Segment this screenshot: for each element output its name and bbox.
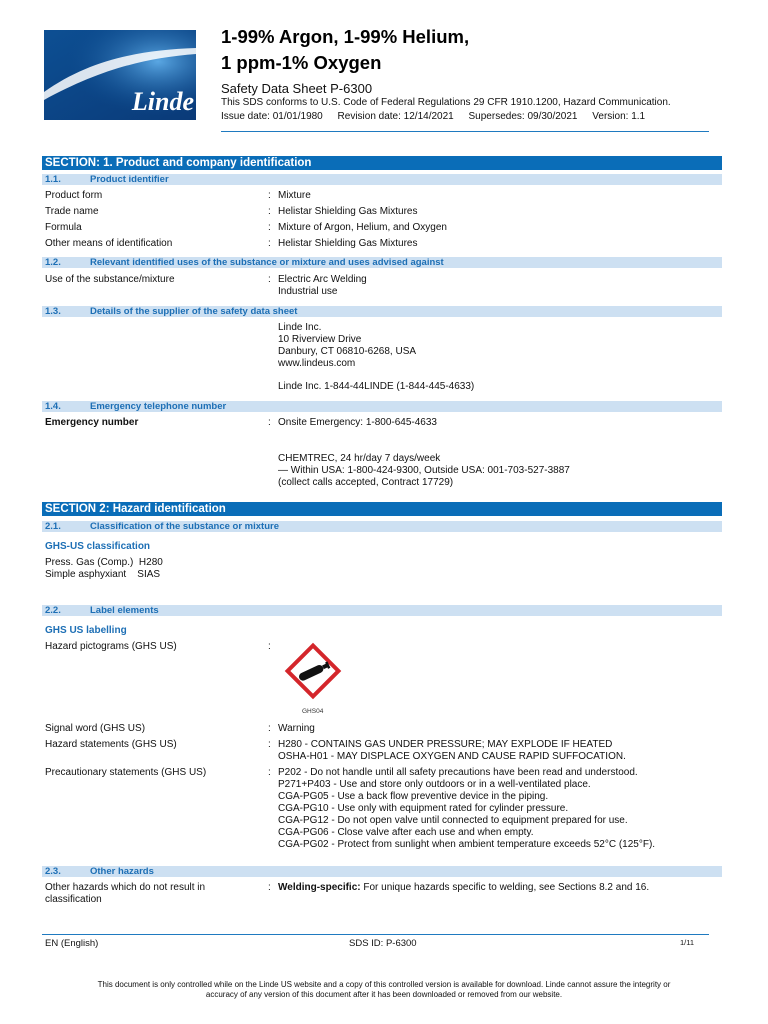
footer-sds-id: SDS ID: P-6300: [349, 938, 417, 949]
ghs-classification-heading: GHS-US classification: [45, 541, 151, 552]
footer-divider: [42, 934, 709, 935]
hazard-statements-values: H280 - CONTAINS GAS UNDER PRESSURE; MAY EXPLODE IF HEATED OSHA-H01 - MAY DISPLACE OXYGEN AND CAUSE RAPID SUFFOCATION.: [278, 739, 626, 762]
subsection-2-3: 2.3. Other hazards: [42, 866, 722, 877]
emergency-label: Emergency number: [45, 417, 139, 428]
subsection-1-1: 1.1. Product identifier: [42, 174, 722, 185]
issue-date: Issue date: 01/01/1980: [221, 111, 323, 122]
other-means-value: Helistar Shielding Gas Mixtures: [278, 238, 418, 249]
subsection-1-4: 1.4. Emergency telephone number: [42, 401, 722, 412]
linde-logo: [44, 30, 196, 120]
section-1-header: SECTION: 1. Product and company identification: [42, 156, 722, 170]
document-subtitle: Safety Data Sheet P-6300: [221, 81, 373, 96]
subsection-2-2: 2.2. Label elements: [42, 605, 722, 616]
other-hazards-value: Welding-specific: For unique hazards specific to welding, see Sections 8.2 and 16.: [278, 882, 650, 893]
section-2-header: SECTION 2: Hazard identification: [42, 502, 722, 516]
precautionary-values: P202 - Do not handle until all safety precautions have been read and understood. P271+P403 - Use and store only outdoors or in a well-ventilated place. CGA-PG05 - Use a back flow preventive device in the piping. CGA-PG10 - Use only with equipment rated for cylinder pressure. CGA-PG12 - Do not open valve until connected to equipment prepared for use. CGA-PG06 - Close valve after each use and when empty. CGA-PG02 - Protect from sunlight when ambient temperature exceeds 52°C (125°F).: [278, 767, 656, 850]
subsection-2-1: 2.1. Classification of the substance or mixture: [42, 521, 722, 532]
footer-page-number: 1/11: [680, 938, 695, 947]
revision-date: Revision date: 12/14/2021: [337, 111, 454, 122]
header-divider: [221, 131, 709, 132]
use-values: Electric Arc Welding Industrial use: [278, 274, 367, 297]
other-means-label: Other means of identification: [45, 238, 173, 249]
gas-cylinder-pictogram-icon: [282, 641, 344, 707]
chemtrec-info: CHEMTREC, 24 hr/day 7 days/week — Within USA: 1-800-424-9300, Outside USA: 001-703-527-3887 (collect calls accepted, Contract 17729): [278, 453, 570, 488]
document-title-line1: 1-99% Argon, 1-99% Helium,: [221, 26, 470, 47]
product-form-value: Mixture: [278, 190, 311, 201]
formula-value: Mixture of Argon, Helium, and Oxygen: [278, 222, 447, 233]
footer-language: EN (English): [45, 938, 99, 949]
classification-list: Press. Gas (Comp.) H280 Simple asphyxiant SIAS: [45, 557, 163, 580]
conformity-statement: This SDS conforms to U.S. Code of Federal Regulations 29 CFR 1910.1200, Hazard Communication.: [221, 97, 671, 108]
document-title-line2: 1 ppm-1% Oxygen: [221, 52, 382, 73]
product-form-label: Product form: [45, 190, 103, 201]
supersedes: Supersedes: 09/30/2021: [468, 111, 578, 122]
use-label: Use of the substance/mixture: [45, 274, 175, 285]
other-hazards-label: Other hazards which do not result in classification: [45, 882, 206, 905]
ghs-labelling-heading: GHS US labelling: [45, 625, 127, 636]
version: Version: 1.1: [592, 111, 646, 122]
subsection-1-3: 1.3. Details of the supplier of the safety data sheet: [42, 306, 722, 317]
footer-disclaimer: This document is only controlled while on the Linde US website and a copy of this controlled version is available for download. Linde cannot assure the integrity or accuracy of any version of this document after it has been downloaded or removed from our website.: [97, 980, 671, 999]
logo-text: Linde: [131, 87, 194, 116]
formula-label: Formula: [45, 222, 82, 233]
emergency-onsite: Onsite Emergency: 1-800-645-4633: [278, 417, 437, 428]
supplier-address: Linde Inc. 10 Riverview Drive Danbury, CT 06810-6268, USA www.lindeus.com: [278, 322, 417, 369]
hazard-statements-label: Hazard statements (GHS US): [45, 739, 177, 750]
signal-word-value: Warning: [278, 723, 315, 734]
pictogram-label: Hazard pictograms (GHS US): [45, 641, 177, 652]
supplier-phone: Linde Inc. 1-844-44LINDE (1-844-445-4633): [278, 381, 475, 392]
supplier-website-link[interactable]: www.lindeus.com: [278, 358, 356, 369]
trade-name-label: Trade name: [45, 206, 99, 217]
pictogram-code: GHS04: [302, 708, 324, 715]
issue-info: [221, 111, 657, 122]
precautionary-label: Precautionary statements (GHS US): [45, 767, 207, 778]
subsection-1-2: 1.2. Relevant identified uses of the substance or mixture and uses advised against: [42, 257, 722, 268]
signal-word-label: Signal word (GHS US): [45, 723, 146, 734]
trade-name-value: Helistar Shielding Gas Mixtures: [278, 206, 418, 217]
